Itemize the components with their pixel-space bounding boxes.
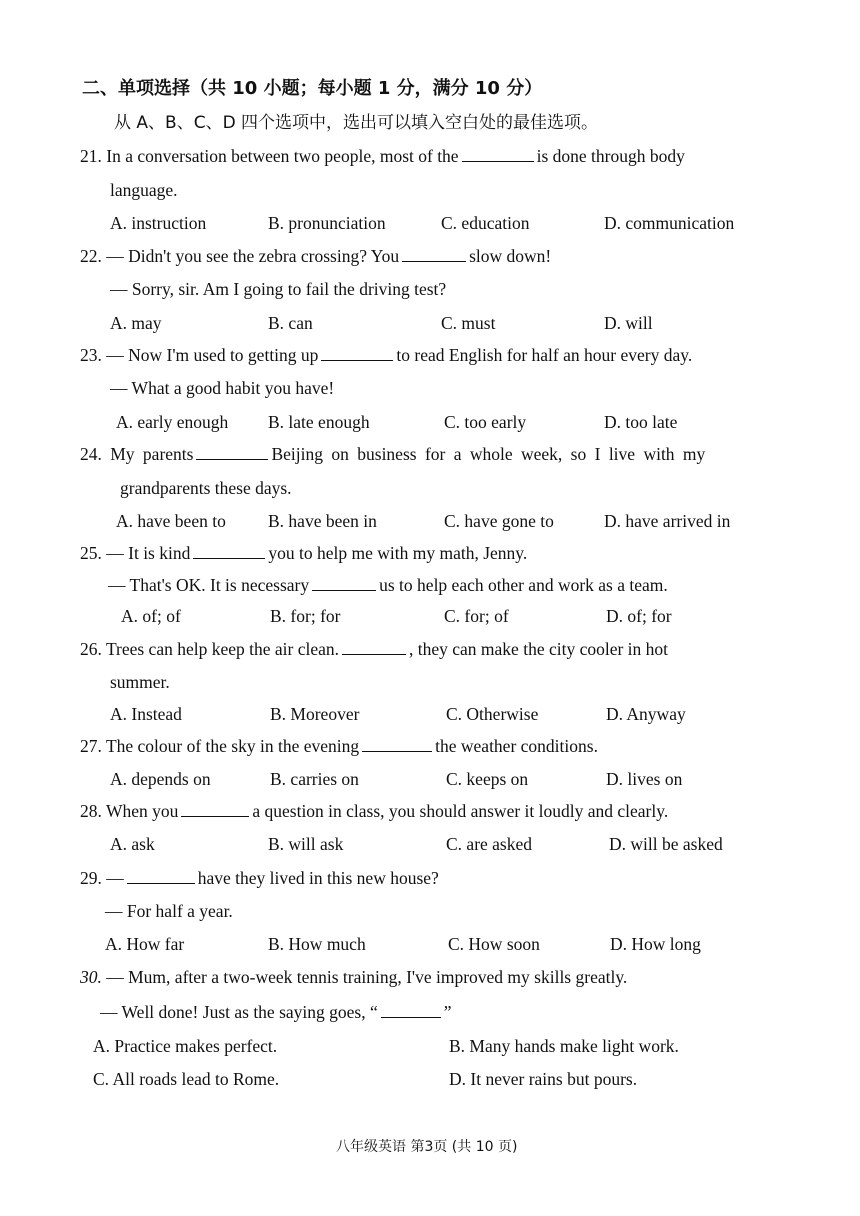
question-number: 30.: [80, 967, 102, 987]
question-23-line2: — What a good habit you have!: [110, 378, 335, 398]
question-number: 23.: [80, 345, 102, 365]
option-d[interactable]: D. too late: [604, 412, 678, 432]
question-23-line1: [80, 344, 692, 366]
question-number: 26.: [80, 639, 102, 659]
stem-text: Beijing on business for a whole week, so I live with my: [271, 444, 706, 464]
option-b[interactable]: B. Moreover: [270, 704, 360, 724]
option-b[interactable]: B. for; for: [270, 606, 341, 626]
question-number: 22.: [80, 246, 102, 266]
option-c[interactable]: C. are asked: [446, 834, 533, 854]
stem-text: — Well done! Just as the saying goes, “: [100, 1002, 378, 1022]
answer-blank[interactable]: [312, 576, 376, 591]
page-footer: 八年级英语 第3页 (共 10 页): [336, 1139, 518, 1155]
stem-text: The colour of the sky in the evening: [105, 736, 360, 756]
answer-blank[interactable]: [362, 737, 432, 752]
stem-text: — Didn't you see the zebra crossing? You: [106, 246, 400, 266]
answer-blank[interactable]: [193, 544, 265, 559]
question-number: 21.: [80, 146, 102, 166]
question-number: 28.: [80, 801, 102, 821]
option-b[interactable]: B. Many hands make light work.: [449, 1036, 679, 1056]
question-21-stem: [80, 145, 685, 167]
option-d[interactable]: D. Anyway: [606, 704, 686, 724]
answer-blank[interactable]: [342, 640, 406, 655]
option-b[interactable]: B. pronunciation: [268, 213, 386, 233]
stem-text: , they can make the city cooler in hot: [409, 639, 669, 659]
question-27-stem: [80, 735, 598, 757]
option-d[interactable]: D. How long: [610, 934, 701, 954]
stem-text: ”: [443, 1002, 452, 1022]
option-c[interactable]: C. have gone to: [444, 511, 554, 531]
stem-text: Trees can help keep the air clean.: [105, 639, 340, 659]
question-26-stem: [80, 638, 668, 660]
option-a[interactable]: A. instruction: [110, 213, 207, 233]
option-a[interactable]: A. Instead: [110, 704, 182, 724]
option-a[interactable]: A. of; of: [121, 606, 181, 626]
question-24-stem: [80, 443, 705, 465]
question-number: 29.: [80, 868, 102, 888]
section-instruction: 从 A、B、C、D 四个选项中，选出可以填入空白处的最佳选项。: [114, 113, 599, 133]
option-b[interactable]: B. carries on: [270, 769, 359, 789]
question-26-stem-cont: summer.: [110, 672, 170, 692]
stem-text: to read English for half an hour every day.: [396, 345, 693, 365]
option-a[interactable]: A. early enough: [116, 412, 229, 432]
option-a[interactable]: A. ask: [110, 834, 155, 854]
question-number: 24.: [80, 444, 102, 464]
option-c[interactable]: C. All roads lead to Rome.: [93, 1069, 280, 1089]
option-c[interactable]: C. for; of: [444, 606, 509, 626]
option-b[interactable]: B. can: [268, 313, 313, 333]
option-b[interactable]: B. late enough: [268, 412, 370, 432]
option-a[interactable]: A. How far: [105, 934, 185, 954]
question-30-line2: [100, 1001, 452, 1023]
question-22-line1: [80, 245, 551, 267]
question-25-line2: [108, 574, 668, 596]
option-a[interactable]: A. may: [110, 313, 162, 333]
stem-text: — Now I'm used to getting up: [106, 345, 319, 365]
question-number: 27.: [80, 736, 102, 756]
option-c[interactable]: C. too early: [444, 412, 527, 432]
stem-text: — Mum, after a two-week tennis training, I've improved my skills greatly.: [106, 967, 628, 987]
question-25-line1: [80, 542, 527, 564]
option-c[interactable]: C. education: [441, 213, 530, 233]
option-c[interactable]: C. keeps on: [446, 769, 529, 789]
answer-blank[interactable]: [402, 247, 466, 262]
question-22-line2: — Sorry, sir. Am I going to fail the driving test?: [110, 279, 447, 299]
answer-blank[interactable]: [381, 1003, 441, 1018]
option-d[interactable]: D. will be asked: [609, 834, 723, 854]
stem-text: a question in class, you should answer it loudly and clearly.: [252, 801, 669, 821]
stem-text: you to help me with my math, Jenny.: [268, 543, 528, 563]
option-b[interactable]: B. have been in: [268, 511, 377, 531]
answer-blank[interactable]: [462, 147, 534, 162]
stem-text: When you: [105, 801, 179, 821]
option-a[interactable]: A. depends on: [110, 769, 211, 789]
answer-blank[interactable]: [196, 445, 268, 460]
question-28-stem: [80, 800, 668, 822]
stem-text: My parents: [110, 444, 194, 464]
stem-text: slow down!: [469, 246, 552, 266]
option-d[interactable]: D. of; for: [606, 606, 672, 626]
question-29-line2: — For half a year.: [105, 901, 233, 921]
option-c[interactable]: C. Otherwise: [446, 704, 539, 724]
stem-text: In a conversation between two people, most of the: [106, 146, 459, 166]
stem-text: —: [106, 868, 124, 888]
answer-blank[interactable]: [321, 346, 393, 361]
option-d[interactable]: D. communication: [604, 213, 735, 233]
option-c[interactable]: C. must: [441, 313, 496, 333]
answer-blank[interactable]: [127, 869, 195, 884]
option-d[interactable]: D. have arrived in: [604, 511, 731, 531]
question-number: 25.: [80, 543, 102, 563]
option-d[interactable]: D. lives on: [606, 769, 683, 789]
question-30-line1: [80, 966, 627, 988]
option-b[interactable]: B. will ask: [268, 834, 344, 854]
stem-text: — That's OK. It is necessary: [108, 575, 310, 595]
stem-text: is done through body: [536, 146, 685, 166]
stem-text: have they lived in this new house?: [197, 868, 439, 888]
option-a[interactable]: A. Practice makes perfect.: [93, 1036, 278, 1056]
option-a[interactable]: A. have been to: [116, 511, 226, 531]
answer-blank[interactable]: [181, 802, 249, 817]
option-b[interactable]: B. How much: [268, 934, 366, 954]
question-29-line1: [80, 867, 439, 889]
section-title: 二、单项选择（共 10 小题；每小题 1 分，满分 10 分）: [82, 78, 543, 99]
option-d[interactable]: D. will: [604, 313, 653, 333]
option-c[interactable]: C. How soon: [448, 934, 540, 954]
option-d[interactable]: D. It never rains but pours.: [449, 1069, 638, 1089]
question-21-stem-cont: language.: [110, 180, 178, 200]
stem-text: the weather conditions.: [435, 736, 598, 756]
stem-text: us to help each other and work as a team.: [379, 575, 668, 595]
question-24-stem-cont: grandparents these days.: [120, 478, 292, 498]
stem-text: — It is kind: [106, 543, 191, 563]
